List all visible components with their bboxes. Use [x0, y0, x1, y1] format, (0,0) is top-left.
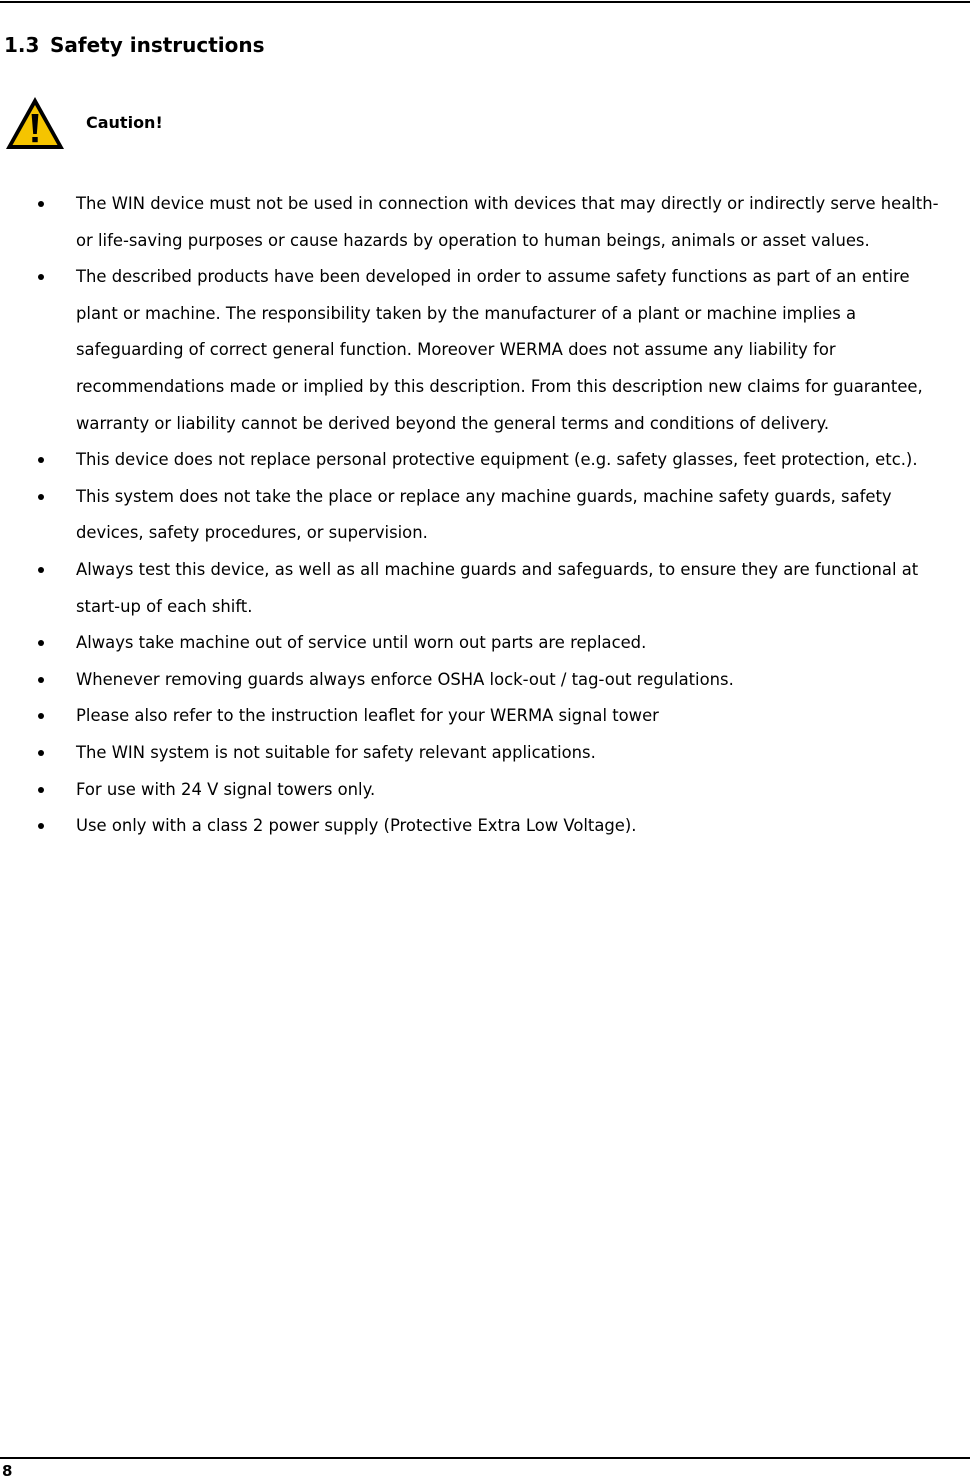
- list-item: [0, 772, 970, 809]
- list-item-text: For use with 24 V signal towers only.: [76, 779, 376, 799]
- list-item: [0, 259, 970, 442]
- bullet-icon: [38, 567, 44, 573]
- list-item: [0, 808, 970, 845]
- bullet-icon: [38, 274, 44, 280]
- list-item-text: Use only with a class 2 power supply (Protective Extra Low Voltage).: [76, 816, 637, 836]
- list-item-text: Please also refer to the instruction leaflet for your WERMA signal tower: [76, 706, 659, 726]
- list-item: [0, 442, 970, 479]
- list-item: [0, 698, 970, 735]
- bullet-icon: [38, 640, 44, 646]
- list-item: [0, 479, 970, 552]
- warning-exclamation-dot: [32, 137, 37, 142]
- list-item-text: The WIN device must not be used in connection with devices that may directly or indirectly serve health- or life-saving purposes or cause hazards by operation to human beings, animals or asset values.: [76, 194, 939, 250]
- top-rule: [0, 1, 970, 3]
- list-item: [0, 662, 970, 699]
- list-item-text: This device does not replace personal protective equipment (e.g. safety glasses, feet protection, etc.).: [76, 450, 918, 470]
- footer-rule: [0, 1457, 970, 1459]
- section-heading: [4, 30, 265, 60]
- list-item-text: Always test this device, as well as all machine guards and safeguards, to ensure they are functional at start-up of each shift.: [76, 559, 919, 616]
- section-number: 1.3: [4, 33, 40, 57]
- bullet-icon: [38, 750, 44, 756]
- list-item: [0, 625, 970, 662]
- bullet-icon: [38, 677, 44, 683]
- section-title: Safety instructions: [50, 33, 265, 57]
- page-number: 8: [2, 1462, 13, 1480]
- list-item-text: The WIN system is not suitable for safety relevant applications.: [76, 742, 596, 762]
- safety-instruction-list: [0, 186, 970, 845]
- bullet-icon: [38, 457, 44, 463]
- list-item-text: The described products have been developed in order to assume safety functions as part of an entire plant or machine. The responsibility taken by the manufacturer of a plant or machine implies a safeguarding of correct general function. Moreover WERMA does not assume any liability for recommendations made or implied by this description. From this description new claims for guarantee, warranty or liability cannot be derived beyond the general terms and conditions of delivery.: [76, 267, 923, 433]
- caution-label: Caution!: [86, 113, 163, 132]
- list-item-text: This system does not take the place or replace any machine guards, machine safety guards, safety devices, safety procedures, or supervision.: [76, 486, 892, 543]
- bullet-icon: [38, 494, 44, 500]
- list-item-text: Whenever removing guards always enforce OSHA lock-out / tag-out regulations.: [76, 669, 734, 689]
- bullet-icon: [38, 787, 44, 793]
- caution-row: [4, 94, 163, 152]
- list-item: [0, 186, 970, 259]
- warning-icon: [4, 95, 66, 151]
- list-item: [0, 735, 970, 772]
- list-item-text: Always take machine out of service until worn out parts are replaced.: [76, 633, 647, 653]
- bullet-icon: [38, 201, 44, 207]
- bullet-icon: [38, 823, 44, 829]
- bullet-icon: [38, 713, 44, 719]
- list-item: [0, 552, 970, 625]
